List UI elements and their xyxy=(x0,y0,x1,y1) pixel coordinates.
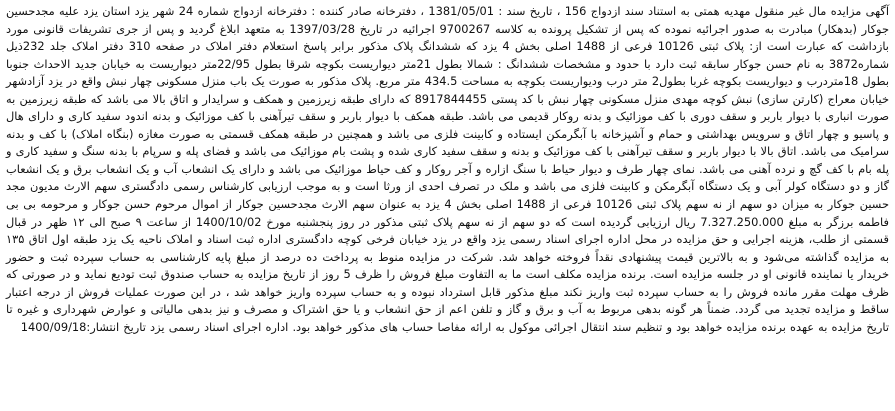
auction-notice-text: آگهی مزایده مال غیر منقول مهدیه همتی به استناد سند ازدواج 156 ، تاریخ سند : 1381/05/01 ، دفترخانه صادر کننده : دفترخانه ازدواج شماره 24 شهر یزد استان یزد علیه مجدحسین جوکار (بدهکار) مبادرت به صدور اجرائیه نموده که پس از تشکیل پرونده به کلاسه 9700267 اجرائیه در تاریخ 1397/03/28 به متعهد ابلاغ گردید و پس از جری تشریفات قانونی مورد بازداشت که عبارت است از: پلاک ثبتی 10126 فرعی از 1488 اصلی بخش 4 یزد که ششدانگ پلاک مذکور برابر پاسخ استعلام دفتر املاک در صفحه 310 دفتر املاک جلد 232ذیل شماره3872 به نام حسن جوکار سابقه ثبت دارد با حدود و مشخصات ششدانگ : شمالا بطول 21متر دیواریست بکوچه شرقا بطول 22/95متر دیواریست به خیابان جدید الاحداث جنوبا بطول 18متردرب و دیواریست بکوچه غربا بطول2 متر درب ودیواریست بکوچه به مساحت 434.5 متر مربع. پلاک مذکور به صورت یک باب منزل مسکونی چهار نبش واقع در یزد آزادشهر خیابان معراج (کارتن سازی) نبش کوچه مهدی منزل مسکونی چهار نبش با کد پستی 8917844455 که دارای طبقه زیرزمین و همکف و سرایدار و اتاق بالا می باشد که طبقه زیرزمین به صورت انباری با دیوار باربر و سقف دوری با کف موزائیک و بدنه روکار قدیمی می باشد. طبقه همکف با دیوار باربر و سقف تیرآهنی با کف موزائیک و بدنه اندود سفید کاری و دارای هال و پاسیو و چهار اتاق و سرویس بهداشتی و حمام و آشپزخانه با آبگرمکن ایستاده و کابینت فلزی می باشد و همچنین در طبقه همکف قسمتی به صورت مغازه (بنگاه املاک) با کف و بدنه سرامیک می باشد. اتاق بالا با دیوار باربر و سقف تیرآهنی با کف موزائیک و بدنه و سقف سفید کاری شده و پشت بام موزائیک می باشد و فضای پله و سرپام با بدنه سنگ و سفید کاری و پله بام با کف گچ و نرده آهنی می باشد. نمای چهار طرف و دیوار حیاط با سنگ ازاره و آجر روکار و کف حیاط موزائیک می باشد و دارای یک انشعاب آب و یک انشعاب برق و یک انشعاب گاز و دو دستگاه کولر آبی و یک دستگاه آبگرمکن و کابینت فلزی می باشد و ملک در تصرف احدی از ورثا است و به موجب ارزیابی کارشناس رسمی دادگستری سهم الارث مدیون مجد حسین جوکار به میزان دو سهم از نه سهم پلاک ثبتی 10126 فرعی از 1488 اصلی بخش 4 یزد به عنوان سهم الارث مجدحسین جوکار از اموال مرحوم حسن جوکار و مرحومه بی بی فاطمه برزگر به مبلغ 7.327.250.000 ریال ارزیابی گردیده است که دو سهم از نه سهم پلاک ثبتی مذکور در روز پنجشنبه مورخ 1400/10/02 از ساعت ۹ صبح الی ۱۲ ظهر در قبال قسمتی از طلب، هزینه اجرایی و حق مزایده در محل اداره اجرای اسناد رسمی یزد واقع در یزد خیابان فرخی کوچه دادگستری اداره ثبت اسناد و املاک ناحیه یک یزد طبقه اول اتاق ۱۳۵ به مزایده گذاشته می‌شود و به بالاترین قیمت پیشنهادی نقداً فروخته خواهد شد. شرکت در مزایده منوط به پرداخت ده درصد از مبلغ پایه کارشناسی به حساب سپرده ثبت و حضور خریدار یا نماینده قانونی او در جلسه مزایده است. برنده مزایده مکلف است ما به التفاوت مبلغ فروش را ظرف 5 روز از تاریخ مزایده به حساب صندوق ثبت تودیع نماید و در صورتی که ظرف مهلت مقرر مانده فروش را به حساب سپرده ثبت واریز نکند مبلغ مذکور قابل استرداد نبوده و به حساب سپرده واریز خواهد شد ، در این صورت عملیات فروش از درجه اعتبار ساقط و مزایده تجدید می گردد. ضمناً هر گونه بدهی مربوط به آب و برق و گاز و تلفن اعم از حق انشعاب و یا حق اشتراک و مصرف و نیز بدهی مالیاتی و عوارض شهرداری و غیره تا تاریخ مزایده به عهده برنده مزایده خواهد بود و تنظیم سند انتقال اجرائی موکول به ارائه مفاصا حساب های مذکور خواهد بود. اداره اجرای اسناد رسمی یزد تاریخ انتشار:1400/09/18 xyxy=(6,4,890,334)
